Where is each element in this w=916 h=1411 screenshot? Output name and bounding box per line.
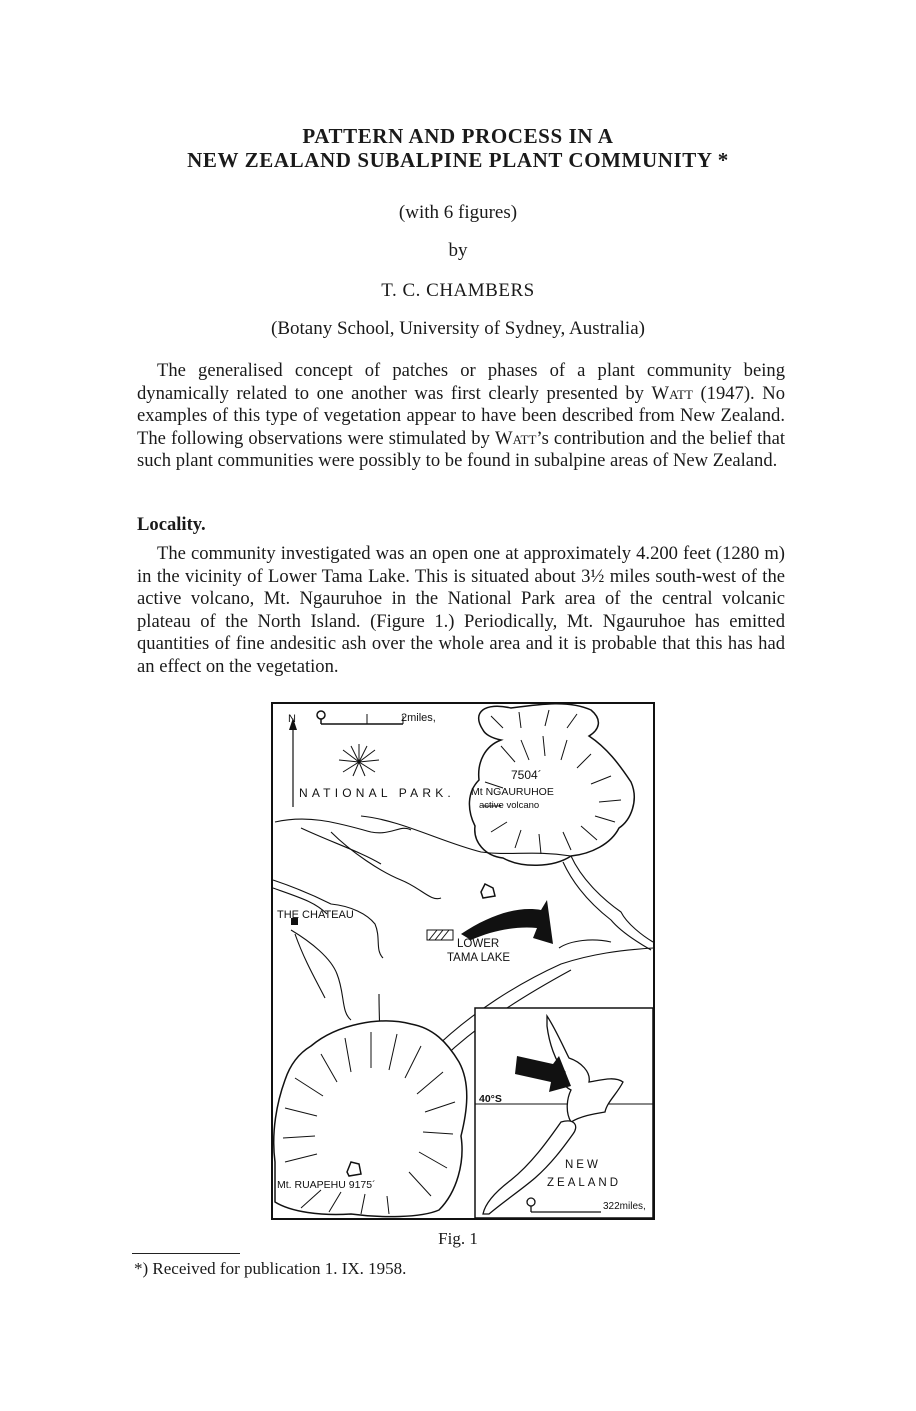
figure-caption: Fig. 1 [438, 1229, 478, 1248]
lake-symbol [427, 930, 453, 940]
latitude-label: 40°S [479, 1093, 502, 1105]
title-line-2: NEW ZEALAND SUBALPINE PLANT COMMUNITY * [187, 148, 729, 172]
national-park-label: NATIONAL PARK. [299, 786, 455, 800]
chateau-label: THE CHATEAU [277, 909, 354, 921]
ruapehu-label: Mt. RUAPEHU 9175´ [277, 1179, 376, 1191]
affiliation: (Botany School, University of Sydney, Australia) [271, 318, 645, 339]
ruapehu-volcano [274, 1021, 467, 1217]
new-zealand-inset [475, 1008, 653, 1218]
lower-label: LOWER [457, 938, 500, 950]
scale-label: 2miles, [401, 712, 436, 724]
location-map [271, 702, 655, 1220]
locality-heading: Locality. [137, 514, 206, 535]
figures-note: (with 6 figures) [398, 202, 518, 223]
tama-lake-label: TAMA LAKE [447, 952, 511, 964]
north-label: N [288, 713, 296, 725]
locality-paragraph [137, 543, 785, 679]
sunburst-icon [339, 744, 379, 776]
nz-label-1: NEW [565, 1159, 601, 1171]
intro-paragraph [137, 360, 785, 473]
inset-scale-label: 322miles, [603, 1201, 646, 1212]
tama-peak-icon [481, 884, 495, 898]
nz-label-2: ZEALAND [547, 1177, 622, 1189]
footnote: *) Received for publication 1. IX. 1958. [134, 1259, 407, 1278]
north-arrow [288, 713, 297, 807]
intro-text-2: (1947). No examples of this type of vegetation appear to have been described from New Zealand. The following observations were stimulated by [137, 382, 785, 449]
active-volcano-label: active volcano [479, 800, 540, 811]
title-line-1: PATTERN AND PROCESS IN A [302, 124, 614, 148]
footnote-rule [132, 1253, 240, 1254]
author-citation: Watt [495, 427, 537, 449]
intro-text-3: ’s contribution and the belief that such plant communities were possibly to be found in subalpine areas of New Zealand. [137, 427, 785, 472]
ngauruhoe-label: Mt NGAURUHOE [471, 786, 554, 798]
author: T. C. CHAMBERS [381, 280, 535, 301]
by-line: by [448, 240, 468, 261]
locality-text: The community investigated was an open one at approximately 4.200 feet (1280 m) in the vicinity of Lower Tama Lake. This is situated about 3½ miles south-west of the active volcano, Mt. Ngauruhoe in the National Park area of the central volcanic plateau of the North Island. (Figure 1.) Periodically, Mt. Ngauruhoe has emitted quantities of fine andesitic ash over the whole area and it is probable that this has had an effect on the vegetation. [137, 543, 785, 677]
intro-text-1: The generalised concept of patches or phases of a plant community being dynamically related to one another was first clearly presented by [137, 360, 785, 404]
map-scale-bar [317, 711, 436, 724]
author-citation: Watt [651, 382, 693, 404]
ngauruhoe-elevation: 7504´ [511, 768, 542, 782]
ngauruhoe-volcano [469, 704, 634, 866]
